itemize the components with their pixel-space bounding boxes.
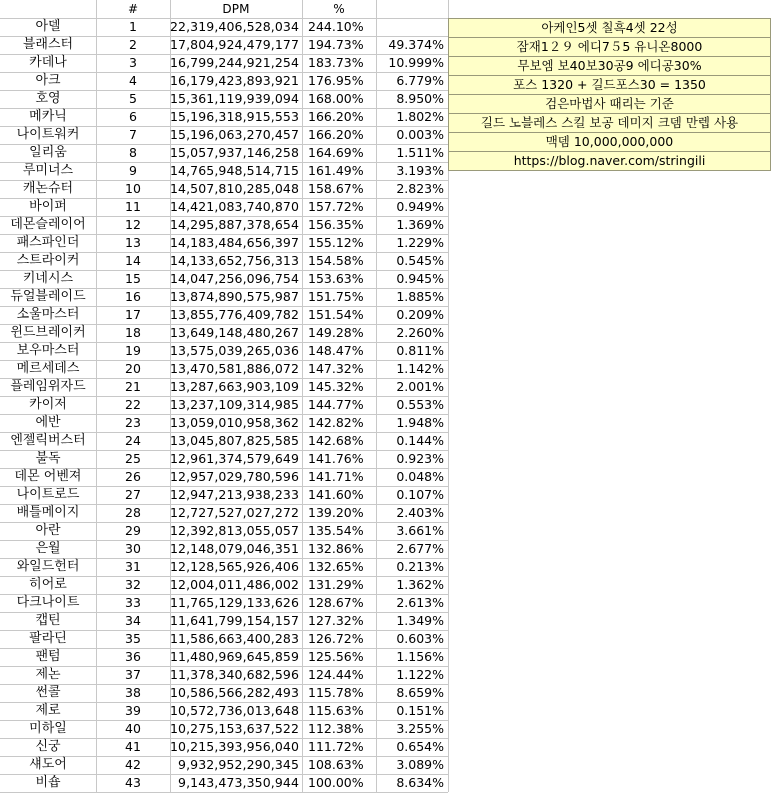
note-8: https://blog.naver.com/stringili xyxy=(448,152,771,171)
table-row xyxy=(0,720,448,738)
table-row xyxy=(0,378,448,396)
cell-dpm: 13,855,776,409,782 xyxy=(170,307,300,322)
table-row xyxy=(0,432,448,450)
cell-dpm: 15,057,937,146,258 xyxy=(170,145,300,160)
cell-rank: 2 xyxy=(129,37,137,52)
cell-name: 썬콜 xyxy=(35,685,61,700)
cell-pct: 132.86% xyxy=(308,541,364,556)
cell-rank: 21 xyxy=(125,379,141,394)
cell-diff: 8.659% xyxy=(396,685,444,700)
table-row xyxy=(0,540,448,558)
table-row xyxy=(0,576,448,594)
cell-dpm: 12,961,374,579,649 xyxy=(170,451,300,466)
cell-pct: 168.00% xyxy=(308,91,364,106)
cell-diff: 8.950% xyxy=(396,91,444,106)
table-row xyxy=(0,306,448,324)
cell-diff: 10.999% xyxy=(388,55,444,70)
cell-rank: 3 xyxy=(129,55,137,70)
cell-diff: 2.260% xyxy=(396,325,444,340)
cell-name: 은월 xyxy=(35,541,61,556)
cell-diff: 0.545% xyxy=(396,253,444,268)
cell-dpm: 10,586,566,282,493 xyxy=(170,685,300,700)
header-rank: # xyxy=(127,2,139,16)
cell-diff: 1.122% xyxy=(396,667,444,682)
cell-rank: 6 xyxy=(129,109,137,124)
cell-rank: 35 xyxy=(125,631,141,646)
cell-pct: 164.69% xyxy=(308,145,364,160)
cell-pct: 194.73% xyxy=(308,37,364,52)
table-row xyxy=(0,594,448,612)
cell-dpm: 11,378,340,682,596 xyxy=(170,667,300,682)
table-row xyxy=(0,774,448,792)
cell-diff: 1.362% xyxy=(396,577,444,592)
cell-diff: 0.209% xyxy=(396,307,444,322)
cell-name: 히어로 xyxy=(29,577,67,592)
table-row xyxy=(0,414,448,432)
table-row xyxy=(0,468,448,486)
cell-rank: 26 xyxy=(125,469,141,484)
cell-pct: 148.47% xyxy=(308,343,364,358)
cell-diff: 2.613% xyxy=(396,595,444,610)
table-row xyxy=(0,666,448,684)
table-row xyxy=(0,648,448,666)
cell-pct: 132.65% xyxy=(308,559,364,574)
cell-dpm: 16,179,423,893,921 xyxy=(170,73,300,88)
cell-diff: 0.654% xyxy=(396,739,444,754)
cell-rank: 38 xyxy=(125,685,141,700)
cell-name: 에반 xyxy=(35,415,61,430)
cell-pct: 161.49% xyxy=(308,163,364,178)
cell-pct: 144.77% xyxy=(308,397,364,412)
cell-name: 팔라딘 xyxy=(29,631,67,646)
cell-dpm: 13,575,039,265,036 xyxy=(170,343,300,358)
table-row xyxy=(0,108,448,126)
note-5: 검은마법사 때리는 기준 xyxy=(448,95,771,114)
cell-dpm: 14,421,083,740,870 xyxy=(170,199,300,214)
cell-diff: 0.945% xyxy=(396,271,444,286)
cell-rank: 7 xyxy=(129,127,137,142)
cell-rank: 19 xyxy=(125,343,141,358)
cell-rank: 32 xyxy=(125,577,141,592)
cell-rank: 20 xyxy=(125,361,141,376)
table-row xyxy=(0,684,448,702)
cell-rank: 11 xyxy=(125,199,141,214)
cell-diff: 0.003% xyxy=(396,127,444,142)
cell-pct: 158.67% xyxy=(308,181,364,196)
cell-name: 데몬슬레이어 xyxy=(10,217,86,232)
cell-dpm: 15,196,318,915,553 xyxy=(170,109,300,124)
cell-name: 키네시스 xyxy=(22,271,74,286)
table-row xyxy=(0,252,448,270)
cell-dpm: 10,572,736,013,648 xyxy=(170,703,300,718)
cell-dpm: 14,765,948,514,715 xyxy=(170,163,300,178)
cell-name: 아델 xyxy=(35,19,61,34)
table-row xyxy=(0,342,448,360)
cell-rank: 37 xyxy=(125,667,141,682)
cell-pct: 156.35% xyxy=(308,217,364,232)
table-row xyxy=(0,738,448,756)
cell-rank: 5 xyxy=(129,91,137,106)
cell-diff: 0.151% xyxy=(396,703,444,718)
cell-diff: 0.949% xyxy=(396,199,444,214)
cell-diff: 0.603% xyxy=(396,631,444,646)
header-row xyxy=(0,0,448,18)
table-row xyxy=(0,360,448,378)
cell-pct: 128.67% xyxy=(308,595,364,610)
cell-diff: 2.001% xyxy=(396,379,444,394)
cell-rank: 18 xyxy=(125,325,141,340)
cell-pct: 141.60% xyxy=(308,487,364,502)
table-row xyxy=(0,198,448,216)
cell-pct: 112.38% xyxy=(308,721,364,736)
cell-pct: 142.68% xyxy=(308,433,364,448)
cell-rank: 30 xyxy=(125,541,141,556)
table-row xyxy=(0,756,448,774)
cell-dpm: 9,143,473,350,944 xyxy=(178,775,299,790)
header-pct: % xyxy=(333,2,345,16)
cell-pct: 108.63% xyxy=(308,757,364,772)
table-row xyxy=(0,486,448,504)
cell-dpm: 14,047,256,096,754 xyxy=(170,271,300,286)
notes-box xyxy=(448,18,771,171)
cell-name: 루미너스 xyxy=(22,163,74,178)
cell-pct: 147.32% xyxy=(308,361,364,376)
cell-rank: 15 xyxy=(125,271,141,286)
cell-rank: 27 xyxy=(125,487,141,502)
cell-rank: 36 xyxy=(125,649,141,664)
cell-pct: 141.76% xyxy=(308,451,364,466)
cell-dpm: 12,128,565,926,406 xyxy=(170,559,300,574)
cell-name: 데몬 어벤져 xyxy=(14,469,82,484)
cell-diff: 1.349% xyxy=(396,613,444,628)
cell-dpm: 11,586,663,400,283 xyxy=(170,631,300,646)
cell-rank: 25 xyxy=(125,451,141,466)
cell-dpm: 13,470,581,886,072 xyxy=(170,361,300,376)
table-row xyxy=(0,396,448,414)
cell-rank: 40 xyxy=(125,721,141,736)
header-name xyxy=(0,0,96,18)
cell-rank: 43 xyxy=(125,775,141,790)
cell-dpm: 12,148,079,046,351 xyxy=(170,541,300,556)
cell-diff: 1.511% xyxy=(396,145,444,160)
table-row xyxy=(0,558,448,576)
cell-name: 카이저 xyxy=(29,397,67,412)
cell-dpm: 13,874,890,575,987 xyxy=(170,289,300,304)
cell-name: 플레임위자드 xyxy=(10,379,86,394)
cell-name: 윈드브레이커 xyxy=(10,325,86,340)
cell-pct: 139.20% xyxy=(308,505,364,520)
table-row xyxy=(0,144,448,162)
cell-pct: 125.56% xyxy=(308,649,364,664)
cell-dpm: 22,319,406,528,034 xyxy=(170,19,300,34)
cell-diff: 0.144% xyxy=(396,433,444,448)
cell-diff xyxy=(376,18,448,36)
cell-dpm: 12,957,029,780,596 xyxy=(170,469,300,484)
cell-name: 제논 xyxy=(35,667,61,682)
cell-dpm: 11,765,129,133,626 xyxy=(170,595,300,610)
cell-rank: 14 xyxy=(125,253,141,268)
cell-name: 패스파인더 xyxy=(16,235,80,250)
cell-diff: 49.374% xyxy=(388,37,444,52)
cell-dpm: 14,133,652,756,313 xyxy=(170,253,300,268)
header-diff xyxy=(376,0,448,18)
cell-diff: 6.779% xyxy=(396,73,444,88)
cell-name: 일리움 xyxy=(29,145,67,160)
table-row xyxy=(0,450,448,468)
cell-pct: 111.72% xyxy=(308,739,364,754)
cell-rank: 31 xyxy=(125,559,141,574)
cell-name: 메르세데스 xyxy=(16,361,80,376)
cell-dpm: 14,295,887,378,654 xyxy=(170,217,300,232)
cell-name: 아란 xyxy=(35,523,61,538)
table-row xyxy=(0,180,448,198)
cell-pct: 154.58% xyxy=(308,253,364,268)
cell-rank: 8 xyxy=(129,145,137,160)
table-row xyxy=(0,324,448,342)
cell-name: 캡틴 xyxy=(35,613,61,628)
cell-diff: 2.677% xyxy=(396,541,444,556)
cell-pct: 131.29% xyxy=(308,577,364,592)
note-3: 무보엠 보40보30공9 에디공30% xyxy=(448,57,771,76)
cell-rank: 12 xyxy=(125,217,141,232)
cell-diff: 1.142% xyxy=(396,361,444,376)
cell-dpm: 11,641,799,154,157 xyxy=(170,613,300,628)
cell-name: 다크나이트 xyxy=(16,595,80,610)
cell-diff: 0.553% xyxy=(396,397,444,412)
cell-rank: 22 xyxy=(125,397,141,412)
cell-dpm: 16,799,244,921,254 xyxy=(170,55,300,70)
table-row xyxy=(0,54,448,72)
cell-rank: 10 xyxy=(125,181,141,196)
note-4: 포스 1320 + 길드포스30 = 1350 xyxy=(448,76,771,95)
table-row xyxy=(0,162,448,180)
cell-rank: 28 xyxy=(125,505,141,520)
cell-name: 바이퍼 xyxy=(29,199,67,214)
cell-pct: 142.82% xyxy=(308,415,364,430)
cell-rank: 1 xyxy=(129,19,137,34)
note-7: 맥뎀 10,000,000,000 xyxy=(448,133,771,152)
cell-diff: 1.802% xyxy=(396,109,444,124)
table-row xyxy=(0,36,448,54)
cell-diff: 1.948% xyxy=(396,415,444,430)
cell-pct: 166.20% xyxy=(308,127,364,142)
cell-name: 불독 xyxy=(35,451,61,466)
cell-rank: 33 xyxy=(125,595,141,610)
cell-diff: 1.885% xyxy=(396,289,444,304)
cell-rank: 29 xyxy=(125,523,141,538)
cell-pct: 124.44% xyxy=(308,667,364,682)
cell-diff: 3.089% xyxy=(396,757,444,772)
table-row xyxy=(0,90,448,108)
cell-pct: 149.28% xyxy=(308,325,364,340)
note-6: 길드 노블레스 스킬 보공 데미지 크뎀 만렙 사용 xyxy=(448,114,771,133)
table-row xyxy=(0,270,448,288)
cell-pct: 183.73% xyxy=(308,55,364,70)
cell-name: 아크 xyxy=(35,73,61,88)
cell-dpm: 15,196,063,270,457 xyxy=(170,127,300,142)
cell-diff: 1.156% xyxy=(396,649,444,664)
table-row xyxy=(0,72,448,90)
cell-dpm: 14,507,810,285,048 xyxy=(170,181,300,196)
cell-dpm: 12,004,011,486,002 xyxy=(170,577,300,592)
cell-name: 캐논슈터 xyxy=(22,181,74,196)
table-row xyxy=(0,126,448,144)
cell-dpm: 10,215,393,956,040 xyxy=(170,739,300,754)
cell-rank: 4 xyxy=(129,73,137,88)
cell-name: 메카닉 xyxy=(29,109,67,124)
cell-pct: 135.54% xyxy=(308,523,364,538)
cell-rank: 39 xyxy=(125,703,141,718)
note-1: 아케인5셋 칠흑4셋 22성 xyxy=(448,18,771,38)
table-row xyxy=(0,288,448,306)
table-row xyxy=(0,504,448,522)
table-row xyxy=(0,702,448,720)
cell-name: 팬텀 xyxy=(35,649,61,664)
cell-name: 신궁 xyxy=(35,739,61,754)
cell-dpm: 12,727,527,027,272 xyxy=(170,505,300,520)
cell-pct: 115.78% xyxy=(308,685,364,700)
cell-diff: 0.107% xyxy=(396,487,444,502)
cell-pct: 155.12% xyxy=(308,235,364,250)
table-row xyxy=(0,630,448,648)
cell-dpm: 13,045,807,825,585 xyxy=(170,433,300,448)
cell-rank: 34 xyxy=(125,613,141,628)
cell-dpm: 12,392,813,055,057 xyxy=(170,523,300,538)
cell-diff: 0.213% xyxy=(396,559,444,574)
table-row xyxy=(0,18,448,36)
cell-diff: 3.661% xyxy=(396,523,444,538)
cell-pct: 126.72% xyxy=(308,631,364,646)
table-row xyxy=(0,216,448,234)
table-row xyxy=(0,234,448,252)
cell-dpm: 13,649,148,480,267 xyxy=(170,325,300,340)
cell-dpm: 17,804,924,479,177 xyxy=(170,37,300,52)
cell-dpm: 14,183,484,656,397 xyxy=(170,235,300,250)
cell-diff: 0.923% xyxy=(396,451,444,466)
cell-pct: 141.71% xyxy=(308,469,364,484)
cell-pct: 176.95% xyxy=(308,73,364,88)
cell-diff: 1.369% xyxy=(396,217,444,232)
cell-name: 나이트로드 xyxy=(16,487,80,502)
table-row xyxy=(0,522,448,540)
cell-dpm: 15,361,119,939,094 xyxy=(170,91,300,106)
cell-pct: 153.63% xyxy=(308,271,364,286)
cell-diff: 0.811% xyxy=(396,343,444,358)
cell-pct: 145.32% xyxy=(308,379,364,394)
cell-name: 비숍 xyxy=(35,775,61,790)
cell-rank: 9 xyxy=(129,163,137,178)
cell-diff: 2.823% xyxy=(396,181,444,196)
cell-rank: 16 xyxy=(125,289,141,304)
cell-pct: 115.63% xyxy=(308,703,364,718)
cell-rank: 13 xyxy=(125,235,141,250)
cell-pct: 166.20% xyxy=(308,109,364,124)
note-2: 잠재1２９ 에디7５5 유니온8000 xyxy=(448,38,771,57)
cell-rank: 24 xyxy=(125,433,141,448)
cell-name: 보우마스터 xyxy=(16,343,80,358)
row-divider xyxy=(0,792,448,793)
cell-rank: 41 xyxy=(125,739,141,754)
cell-diff: 3.193% xyxy=(396,163,444,178)
cell-dpm: 13,237,109,314,985 xyxy=(170,397,300,412)
cell-name: 섀도어 xyxy=(29,757,67,772)
cell-diff: 0.048% xyxy=(396,469,444,484)
cell-name: 제로 xyxy=(35,703,61,718)
cell-pct: 127.32% xyxy=(308,613,364,628)
cell-diff: 8.634% xyxy=(396,775,444,790)
cell-rank: 17 xyxy=(125,307,141,322)
cell-name: 미하일 xyxy=(29,721,67,736)
cell-pct: 244.10% xyxy=(308,19,364,34)
cell-name: 엔젤릭버스터 xyxy=(10,433,86,448)
header-dpm: DPM xyxy=(222,2,250,16)
cell-name: 와일드헌터 xyxy=(16,559,80,574)
cell-pct: 157.72% xyxy=(308,199,364,214)
table-row xyxy=(0,612,448,630)
cell-diff: 3.255% xyxy=(396,721,444,736)
cell-rank: 42 xyxy=(125,757,141,772)
cell-name: 카데나 xyxy=(29,55,67,70)
cell-dpm: 10,275,153,637,522 xyxy=(170,721,300,736)
cell-dpm: 9,932,952,290,345 xyxy=(178,757,299,772)
cell-name: 나이트워커 xyxy=(16,127,80,142)
cell-diff: 1.229% xyxy=(396,235,444,250)
cell-name: 호영 xyxy=(35,91,61,106)
cell-diff: 2.403% xyxy=(396,505,444,520)
cell-dpm: 12,947,213,938,233 xyxy=(170,487,300,502)
cell-name: 듀얼블레이드 xyxy=(10,289,86,304)
cell-name: 소울마스터 xyxy=(16,307,80,322)
cell-dpm: 13,059,010,958,362 xyxy=(170,415,300,430)
cell-name: 배틀메이지 xyxy=(16,505,80,520)
cell-rank: 23 xyxy=(125,415,141,430)
cell-pct: 151.54% xyxy=(308,307,364,322)
cell-name: 블래스터 xyxy=(22,37,74,52)
cell-name: 스트라이커 xyxy=(16,253,80,268)
cell-dpm: 11,480,969,645,859 xyxy=(170,649,300,664)
cell-dpm: 13,287,663,903,109 xyxy=(170,379,300,394)
cell-pct: 100.00% xyxy=(308,775,364,790)
cell-pct: 151.75% xyxy=(308,289,364,304)
